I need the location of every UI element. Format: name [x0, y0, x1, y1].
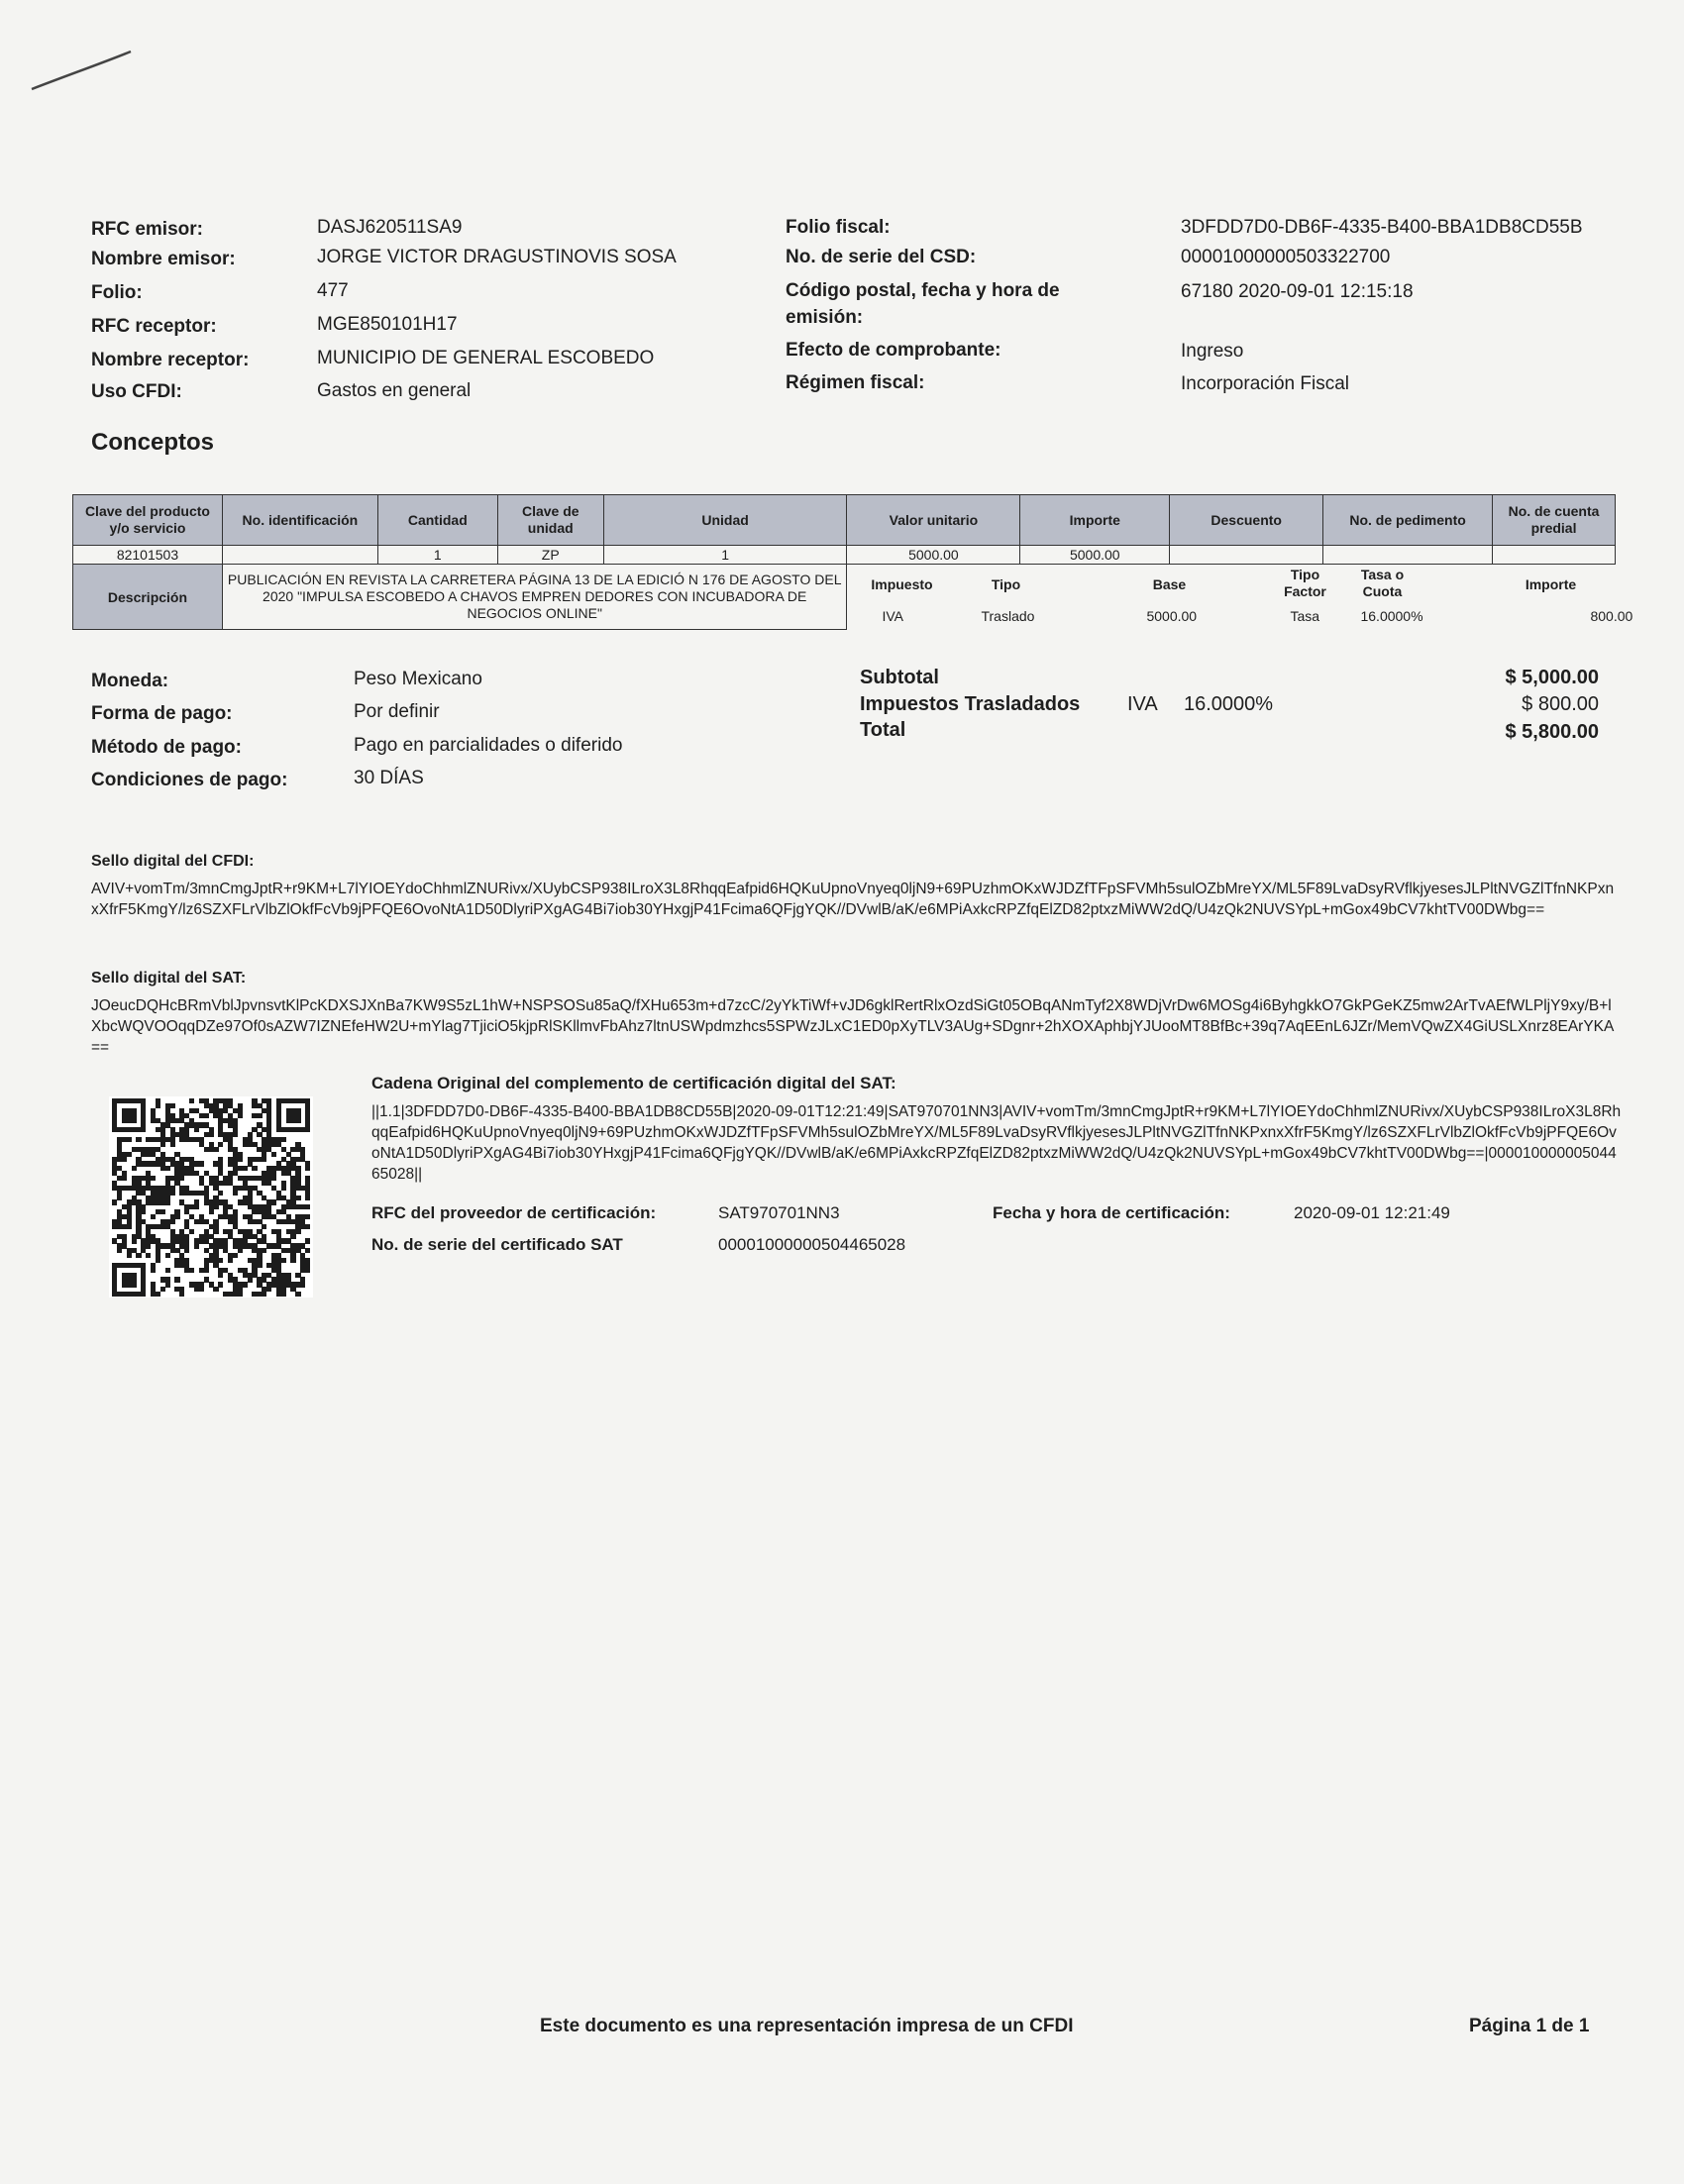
table-cell [222, 546, 377, 565]
table-cell [1323, 546, 1493, 565]
sello-cfdi: AVIV+vomTm/3mnCmgJptR+r9KM+L7lYIOEYdoChhmlZNURivx/XUybCSP938ILroX3L8RhqqEafpid6HQKuUpnoVnyeq0ljN9+69PUzhmOKxWJDZfTFpSFVMh5sulOZbMreYX/ML5F89LvaDsyRVflkjyesesJLPltNVGZlTfnNKPxnxXfrF5KmgY/lz6SZXFLrVlbZlOkfFcVb9jPFQE6OvoNtA1D50DlyriPXgAG4Bi7iob30YHxgjP41Fcima6QFjgYQK//DVwlB/aK/e6MPiAxkcRPZfqElZD82ptxzMiWW2dQ/U4zQk2NUVSYpL+mGox49bCV7khtTV00DWbg== [91, 881, 1615, 918]
col-header: Clave del producto y/o servicio [73, 495, 223, 546]
subtotal: $ 5,000.00 [1505, 667, 1599, 688]
sello-sat: JOeucDQHcBRmVblJpvnsvtKlPcKDXSJXnBa7KW9S5zL1hW+NSPSOSu85aQ/fXHu653m+d7zcC/2yYkTiWf+vJD6gklRertRlxOzdSiGt05OBqANmTyf2X8WDjVrDw6MOSg4i6ByhgkkO7GkPGeKZ5mw2ArTvAEfWLPljY9xy/B+lXbcWQVOOqqDZe97Of0sAZW7IZNEfeHW2U+mYlag7TjiciO5kjpRlSKllmvFbAhz7ltnUSWpdmzhcs5SPWzJLxC1ED0pXyTLV3AUg+SDgnr+2hXOXAphbjYJUooMT8BfBc+39q7AqEEnL6JZr/MemVQwZX4GiUSLXnrz8EArYKA== [91, 997, 1615, 1056]
serie-csd: 00001000000503322700 [1181, 247, 1391, 267]
col-header: Cantidad [377, 495, 497, 546]
folio-fiscal: 3DFDD7D0-DB6F-4335-B400-BBA1DB8CD55B [1181, 217, 1583, 238]
cp-fecha-hora: 67180 2020-09-01 12:15:18 [1181, 281, 1414, 302]
table-cell: 5000.00 [1020, 546, 1170, 565]
sello-cfdi-label: Sello digital del CFDI: [91, 853, 255, 870]
nombre-emisor-label: Nombre emisor: [91, 249, 236, 269]
nombre-receptor: MUNICIPIO DE GENERAL ESCOBEDO [317, 348, 655, 368]
condiciones: 30 DÍAS [354, 768, 424, 788]
impuestos-tasa: 16.0000% [1184, 693, 1274, 715]
uso-cfdi-label: Uso CFDI: [91, 381, 182, 402]
moneda-label: Moneda: [91, 671, 169, 691]
tax-value: Traslado [981, 608, 1035, 624]
folio: 477 [317, 280, 349, 301]
table-row [73, 546, 1616, 565]
table-header-row [73, 495, 1616, 546]
proveedor: SAT970701NN3 [718, 1203, 840, 1222]
table-cell: 1 [603, 546, 847, 565]
serie-csd-label: No. de serie del CSD: [786, 247, 977, 267]
tax-header: Tipo Factor [1284, 567, 1326, 599]
col-header: No. identificación [222, 495, 377, 546]
condiciones-label: Condiciones de pago: [91, 770, 288, 790]
table-cell: 5000.00 [847, 546, 1020, 565]
impuestos-trasladados: $ 800.00 [1522, 693, 1599, 715]
nombre-receptor-label: Nombre receptor: [91, 350, 250, 370]
tax-header: Base [1152, 576, 1187, 592]
proveedor-label: RFC del proveedor de certificación: [371, 1203, 657, 1222]
conceptos-title: Conceptos [91, 429, 215, 456]
table-cell: 82101503 [73, 546, 223, 565]
table-cell [1170, 546, 1323, 565]
col-header: Descuento [1170, 495, 1323, 546]
col-header: No. de cuenta predial [1493, 495, 1616, 546]
folio-label: Folio: [91, 282, 143, 303]
total: $ 5,800.00 [1505, 721, 1599, 743]
tax-header: Tasa o Cuota [1360, 567, 1405, 599]
impuestos-cell [847, 565, 1633, 630]
cadena-original-label: Cadena Original del complemento de certificación digital del SAT: [371, 1074, 896, 1092]
rfc-emisor: DASJ620511SA9 [317, 217, 463, 238]
efecto-label: Efecto de comprobante: [786, 340, 1001, 361]
col-header: Clave de unidad [497, 495, 603, 546]
table-cell [1493, 546, 1616, 565]
moneda: Peso Mexicano [354, 669, 482, 689]
nombre-emisor: JORGE VICTOR DRAGUSTINOVIS SOSA [317, 247, 677, 267]
leyenda-cfdi: Este documento es una representación impresa de un CFDI [540, 2016, 1074, 2036]
regimen: Incorporación Fiscal [1181, 373, 1350, 394]
cp-label-1: Código postal, fecha y hora de [786, 280, 1060, 301]
impuestos-label: Impuestos Trasladados [860, 693, 1081, 715]
serie-sat-label: No. de serie del certificado SAT [371, 1235, 623, 1254]
fecha-cert: 2020-09-01 12:21:49 [1294, 1203, 1450, 1222]
efecto: Ingreso [1181, 341, 1244, 362]
forma-pago-label: Forma de pago: [91, 703, 233, 724]
total-label: Total [860, 719, 906, 741]
tax-value: IVA [882, 608, 904, 624]
pen-mark [28, 48, 137, 97]
tax-header: Impuesto [871, 576, 933, 592]
col-header: Unidad [603, 495, 847, 546]
table-cell: ZP [497, 546, 603, 565]
serie-sat: 00001000000504465028 [718, 1235, 906, 1254]
table-cell: 1 [377, 546, 497, 565]
cp-label-2: emisión: [786, 307, 864, 328]
qr-code [109, 1096, 313, 1298]
col-header: Importe [1020, 495, 1170, 546]
subtotal-label: Subtotal [860, 667, 939, 688]
tax-value: 5000.00 [1146, 608, 1198, 624]
metodo-pago-label: Método de pago: [91, 737, 242, 758]
page-number: Página 1 de 1 [1469, 2016, 1590, 2036]
descripcion-text: PUBLICACIÓN EN REVISTA LA CARRETERA PÁGINA 13 DE LA EDICIÓ N 176 DE AGOSTO DEL 2020 "IMPULSA ESCOBEDO A CHAVOS EMPREN DEDORES CON INCUBADORA DE NEGOCIOS ONLINE" [222, 565, 847, 630]
tax-header: Importe [1525, 576, 1577, 592]
tax-value: 800.00 [1590, 608, 1633, 624]
fecha-cert-label: Fecha y hora de certificación: [993, 1203, 1230, 1222]
cadena-original: ||1.1|3DFDD7D0-DB6F-4335-B400-BBA1DB8CD55B|2020-09-01T12:21:49|SAT970701NN3|AVIV+vomTm/3mnCmgJptR+r9KM+L7lYIOEYdoChhmlZNURivx/XUybCSP938ILroX3L8RhqqEafpid6HQKuUpnoVnyeq0ljN9+69PUzhmOKxWJDZfTFpSFVMh5sulOZbMreYX/ML5F89LvaDsyRVflkjyesesJLPltNVGZlTfnNKPxnxXfrF5KmgY/lz6SZXFLrVlbZlOkfFcVb9jPFQE6OvoNtA1D50DlyriPXgAG4Bi7iob30YHxgjP41Fcima6QFjgYQK//DVwlB/aK/e6MPiAxkcRPZfqElZD82ptxzMiWW2dQ/U4zQk2NUVSYpL+mGox49bCV7khtTV00DWbg==|00001000000504465028|| [371, 1103, 1622, 1183]
rfc-receptor: MGE850101H17 [317, 314, 458, 335]
impuestos-tipo: IVA [1127, 693, 1158, 715]
tax-value: 16.0000% [1360, 608, 1423, 624]
uso-cfdi: Gastos en general [317, 380, 472, 401]
tax-header: Tipo [991, 576, 1021, 592]
col-header: Valor unitario [847, 495, 1020, 546]
metodo-pago: Pago en parcialidades o diferido [354, 735, 623, 756]
rfc-emisor-label: RFC emisor: [91, 219, 203, 240]
folio-fiscal-label: Folio fiscal: [786, 217, 891, 238]
descripcion-row [73, 565, 1616, 630]
regimen-label: Régimen fiscal: [786, 372, 925, 393]
descripcion-label: Descripción [73, 565, 223, 630]
tax-value: Tasa [1290, 608, 1320, 624]
col-header: No. de pedimento [1323, 495, 1493, 546]
conceptos-table [72, 494, 1633, 630]
sello-sat-label: Sello digital del SAT: [91, 970, 247, 987]
rfc-receptor-label: RFC receptor: [91, 316, 217, 337]
forma-pago: Por definir [354, 701, 440, 722]
